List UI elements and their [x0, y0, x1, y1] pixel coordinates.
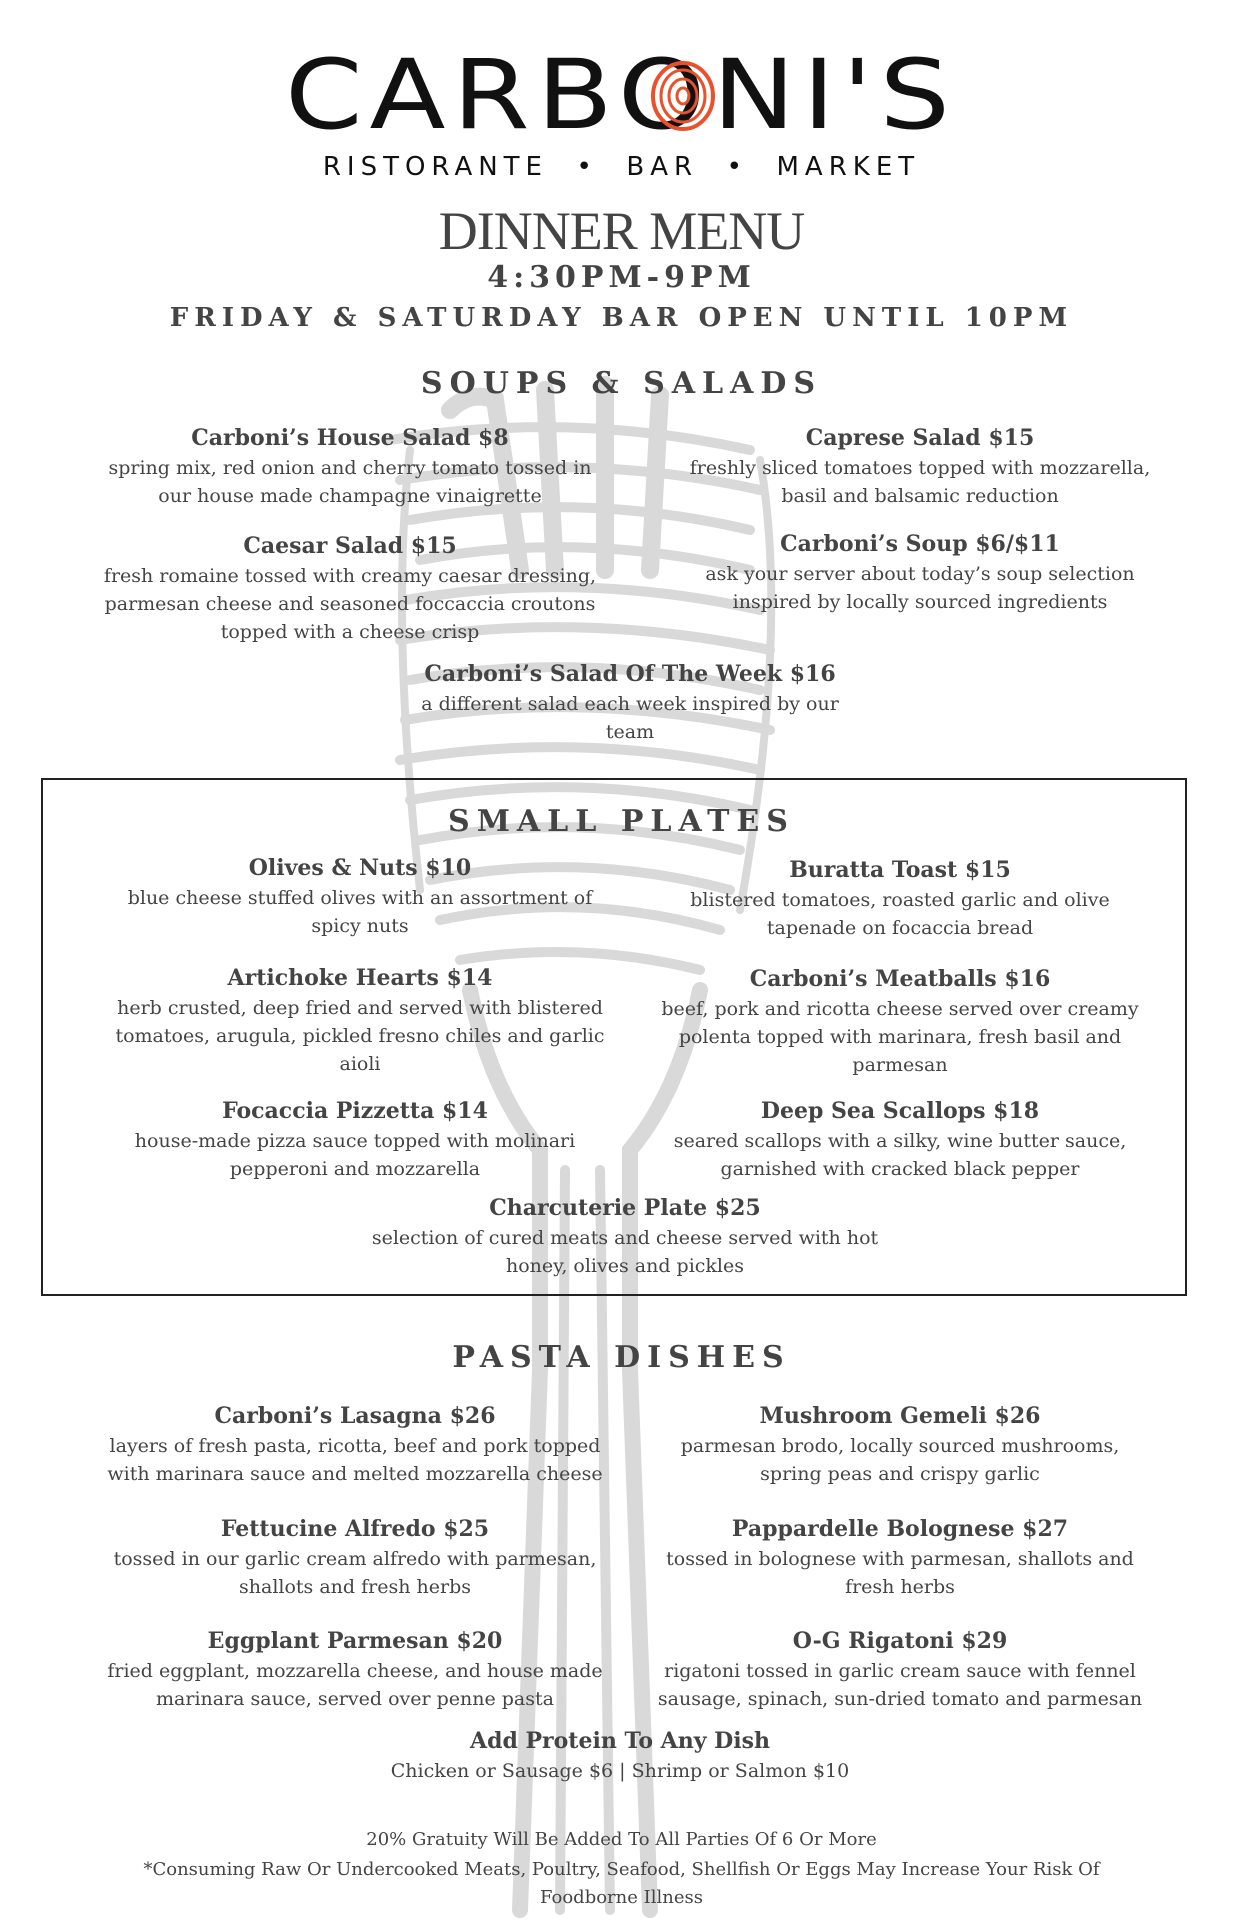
item-name: Deep Sea Scallops $18	[760, 1098, 1040, 1124]
tagline-market: MARKET	[776, 152, 921, 182]
item-desc-line: selection of cured meats and cheese served with hot	[371, 1227, 879, 1249]
section-heading-small-plates: SMALL PLATES	[448, 804, 795, 839]
item-desc-line: tapenade on focaccia bread	[766, 917, 1034, 939]
item-desc-line: fried eggplant, mozzarella cheese, and house made	[107, 1660, 603, 1682]
item-desc-line: parmesan brodo, locally sourced mushrooms,	[680, 1435, 1120, 1457]
item-desc-line: fresh herbs	[845, 1576, 955, 1598]
item-name: Carboni’s Lasagna $26	[214, 1403, 496, 1429]
item-name: O-G Rigatoni $29	[792, 1628, 1008, 1654]
logo	[0, 50, 1243, 140]
menu-item	[650, 1400, 1150, 1488]
item-desc-line: ask your server about today’s soup selection	[705, 563, 1135, 585]
menu-item	[90, 530, 610, 646]
menu-item	[640, 1625, 1160, 1713]
menu-item	[640, 963, 1160, 1079]
item-name: Eggplant Parmesan $20	[207, 1628, 503, 1654]
item-desc-line: house-made pizza sauce topped with molinari	[134, 1130, 576, 1152]
menu-item	[100, 852, 620, 940]
brand-name: CARBONI'S	[285, 50, 957, 140]
item-name: Caesar Salad $15	[243, 533, 457, 559]
menu-title: DINNER MENU	[438, 201, 805, 261]
item-desc-line: team	[605, 721, 655, 743]
brand-logo-wordmark	[285, 50, 965, 140]
item-desc-line: freshly sliced tomatoes topped with mozzarella,	[689, 457, 1151, 479]
item-desc-line: with marinara sauce and melted mozzarella cheese	[107, 1463, 603, 1485]
menu-item	[680, 422, 1160, 510]
item-name: Carboni’s Soup $6/$11	[780, 531, 1060, 557]
item-desc-line: tomatoes, arugula, pickled fresno chiles and garlic	[115, 1025, 605, 1047]
item-desc-line: parmesan cheese and seasoned foccaccia croutons	[104, 593, 596, 615]
menu-item	[90, 1513, 620, 1601]
item-name: Carboni’s Salad Of The Week $16	[424, 661, 836, 687]
menu-item	[100, 1095, 610, 1183]
item-desc-line: a different salad each week inspired by our	[421, 693, 839, 715]
item-desc-line: honey, olives and pickles	[505, 1255, 745, 1277]
item-name: Add Protein To Any Dish	[470, 1728, 770, 1754]
item-desc-line: topped with a cheese crisp	[220, 621, 480, 643]
item-desc-line: basil and balsamic reduction	[781, 485, 1059, 507]
item-desc-line: tossed in bolognese with parmesan, shallots and	[666, 1548, 1134, 1570]
item-name: Carboni’s Meatballs $16	[749, 966, 1051, 992]
item-desc-line: layers of fresh pasta, ricotta, beef and pork topped	[109, 1435, 601, 1457]
item-desc-line: rigatoni tossed in garlic cream sauce with fennel	[664, 1660, 1136, 1682]
menu-item	[650, 1095, 1150, 1183]
item-desc-line: sausage, spinach, sun-dried tomato and parmesan	[657, 1688, 1143, 1710]
item-desc-line: Chicken or Sausage $6 | Shrimp or Salmon $10	[390, 1760, 850, 1782]
consumption-warning	[0, 1856, 1243, 1912]
item-desc-line: tossed in our garlic cream alfredo with parmesan,	[113, 1548, 597, 1570]
menu-item	[380, 658, 880, 746]
item-desc-line: fresh romaine tossed with creamy caesar dressing,	[103, 565, 597, 587]
item-desc-line: pepperoni and mozzarella	[229, 1158, 481, 1180]
item-desc-line: spring mix, red onion and cherry tomato tossed in	[108, 457, 592, 479]
item-desc-line: shallots and fresh herbs	[239, 1576, 471, 1598]
item-desc-line: polenta topped with marinara, fresh basil and	[678, 1026, 1122, 1048]
item-name: Focaccia Pizzetta $14	[222, 1098, 488, 1124]
item-desc-line: spring peas and crispy garlic	[760, 1463, 1040, 1485]
item-desc-line: our house made champagne vinaigrette	[158, 485, 542, 507]
item-desc-line: garnished with cracked black pepper	[720, 1158, 1080, 1180]
tagline-bar: BAR	[626, 152, 699, 182]
item-desc-line: marinara sauce, served over penne pasta	[156, 1688, 554, 1710]
item-desc-line: spicy nuts	[311, 915, 409, 937]
item-desc-line: seared scallops with a silky, wine butter sauce,	[673, 1130, 1127, 1152]
menu-item	[90, 1400, 620, 1488]
item-name: Artichoke Hearts $14	[227, 965, 493, 991]
bar-hours-note: FRIDAY & SATURDAY BAR OPEN UNTIL 10PM	[169, 303, 1074, 333]
item-desc-line: parmesan	[852, 1054, 948, 1076]
section-heading-pasta: PASTA DISHES	[452, 1340, 791, 1375]
item-desc-line: blistered tomatoes, roasted garlic and olive	[690, 889, 1110, 911]
brand-tagline: RISTORANTE • BAR • MARKET	[322, 152, 921, 182]
item-name: Charcuterie Plate $25	[489, 1195, 761, 1221]
menu-item	[350, 1192, 900, 1280]
item-name: Carboni’s House Salad $8	[191, 425, 509, 451]
item-desc-line: herb crusted, deep fried and served with blistered	[117, 997, 603, 1019]
item-name: Mushroom Gemeli $26	[759, 1403, 1041, 1429]
gratuity-note: 20% Gratuity Will Be Added To All Parties Of 6 Or More	[366, 1829, 877, 1850]
menu-item	[90, 1625, 620, 1713]
menu-hours: 4:30PM-9PM	[487, 260, 756, 295]
item-desc-line: inspired by locally sourced ingredients	[732, 591, 1108, 613]
warning-line: Foodborne Illness	[540, 1887, 703, 1908]
section-heading-soups-salads: SOUPS & SALADS	[420, 366, 823, 401]
warning-line: *Consuming Raw Or Undercooked Meats, Poultry, Seafood, Shellfish Or Eggs May Increase Your Risk Of	[143, 1859, 1100, 1880]
item-name: Pappardelle Bolognese $27	[731, 1516, 1069, 1542]
menu-item	[650, 854, 1150, 942]
item-desc-line: beef, pork and ricotta cheese served over creamy	[661, 998, 1139, 1020]
tagline-ristorante: RISTORANTE	[322, 152, 548, 182]
item-name: Fettucine Alfredo $25	[220, 1516, 490, 1542]
item-name: Buratta Toast $15	[789, 857, 1011, 883]
item-name: Caprese Salad $15	[805, 425, 1035, 451]
menu-item	[90, 422, 610, 510]
menu-item	[100, 962, 620, 1078]
item-desc-line: aioli	[339, 1053, 381, 1075]
menu-item	[650, 1513, 1150, 1601]
menu-item	[680, 528, 1160, 616]
item-name: Olives & Nuts $10	[248, 855, 472, 881]
menu-item-add-protein	[350, 1725, 890, 1785]
item-desc-line: blue cheese stuffed olives with an assortment of	[127, 887, 593, 909]
